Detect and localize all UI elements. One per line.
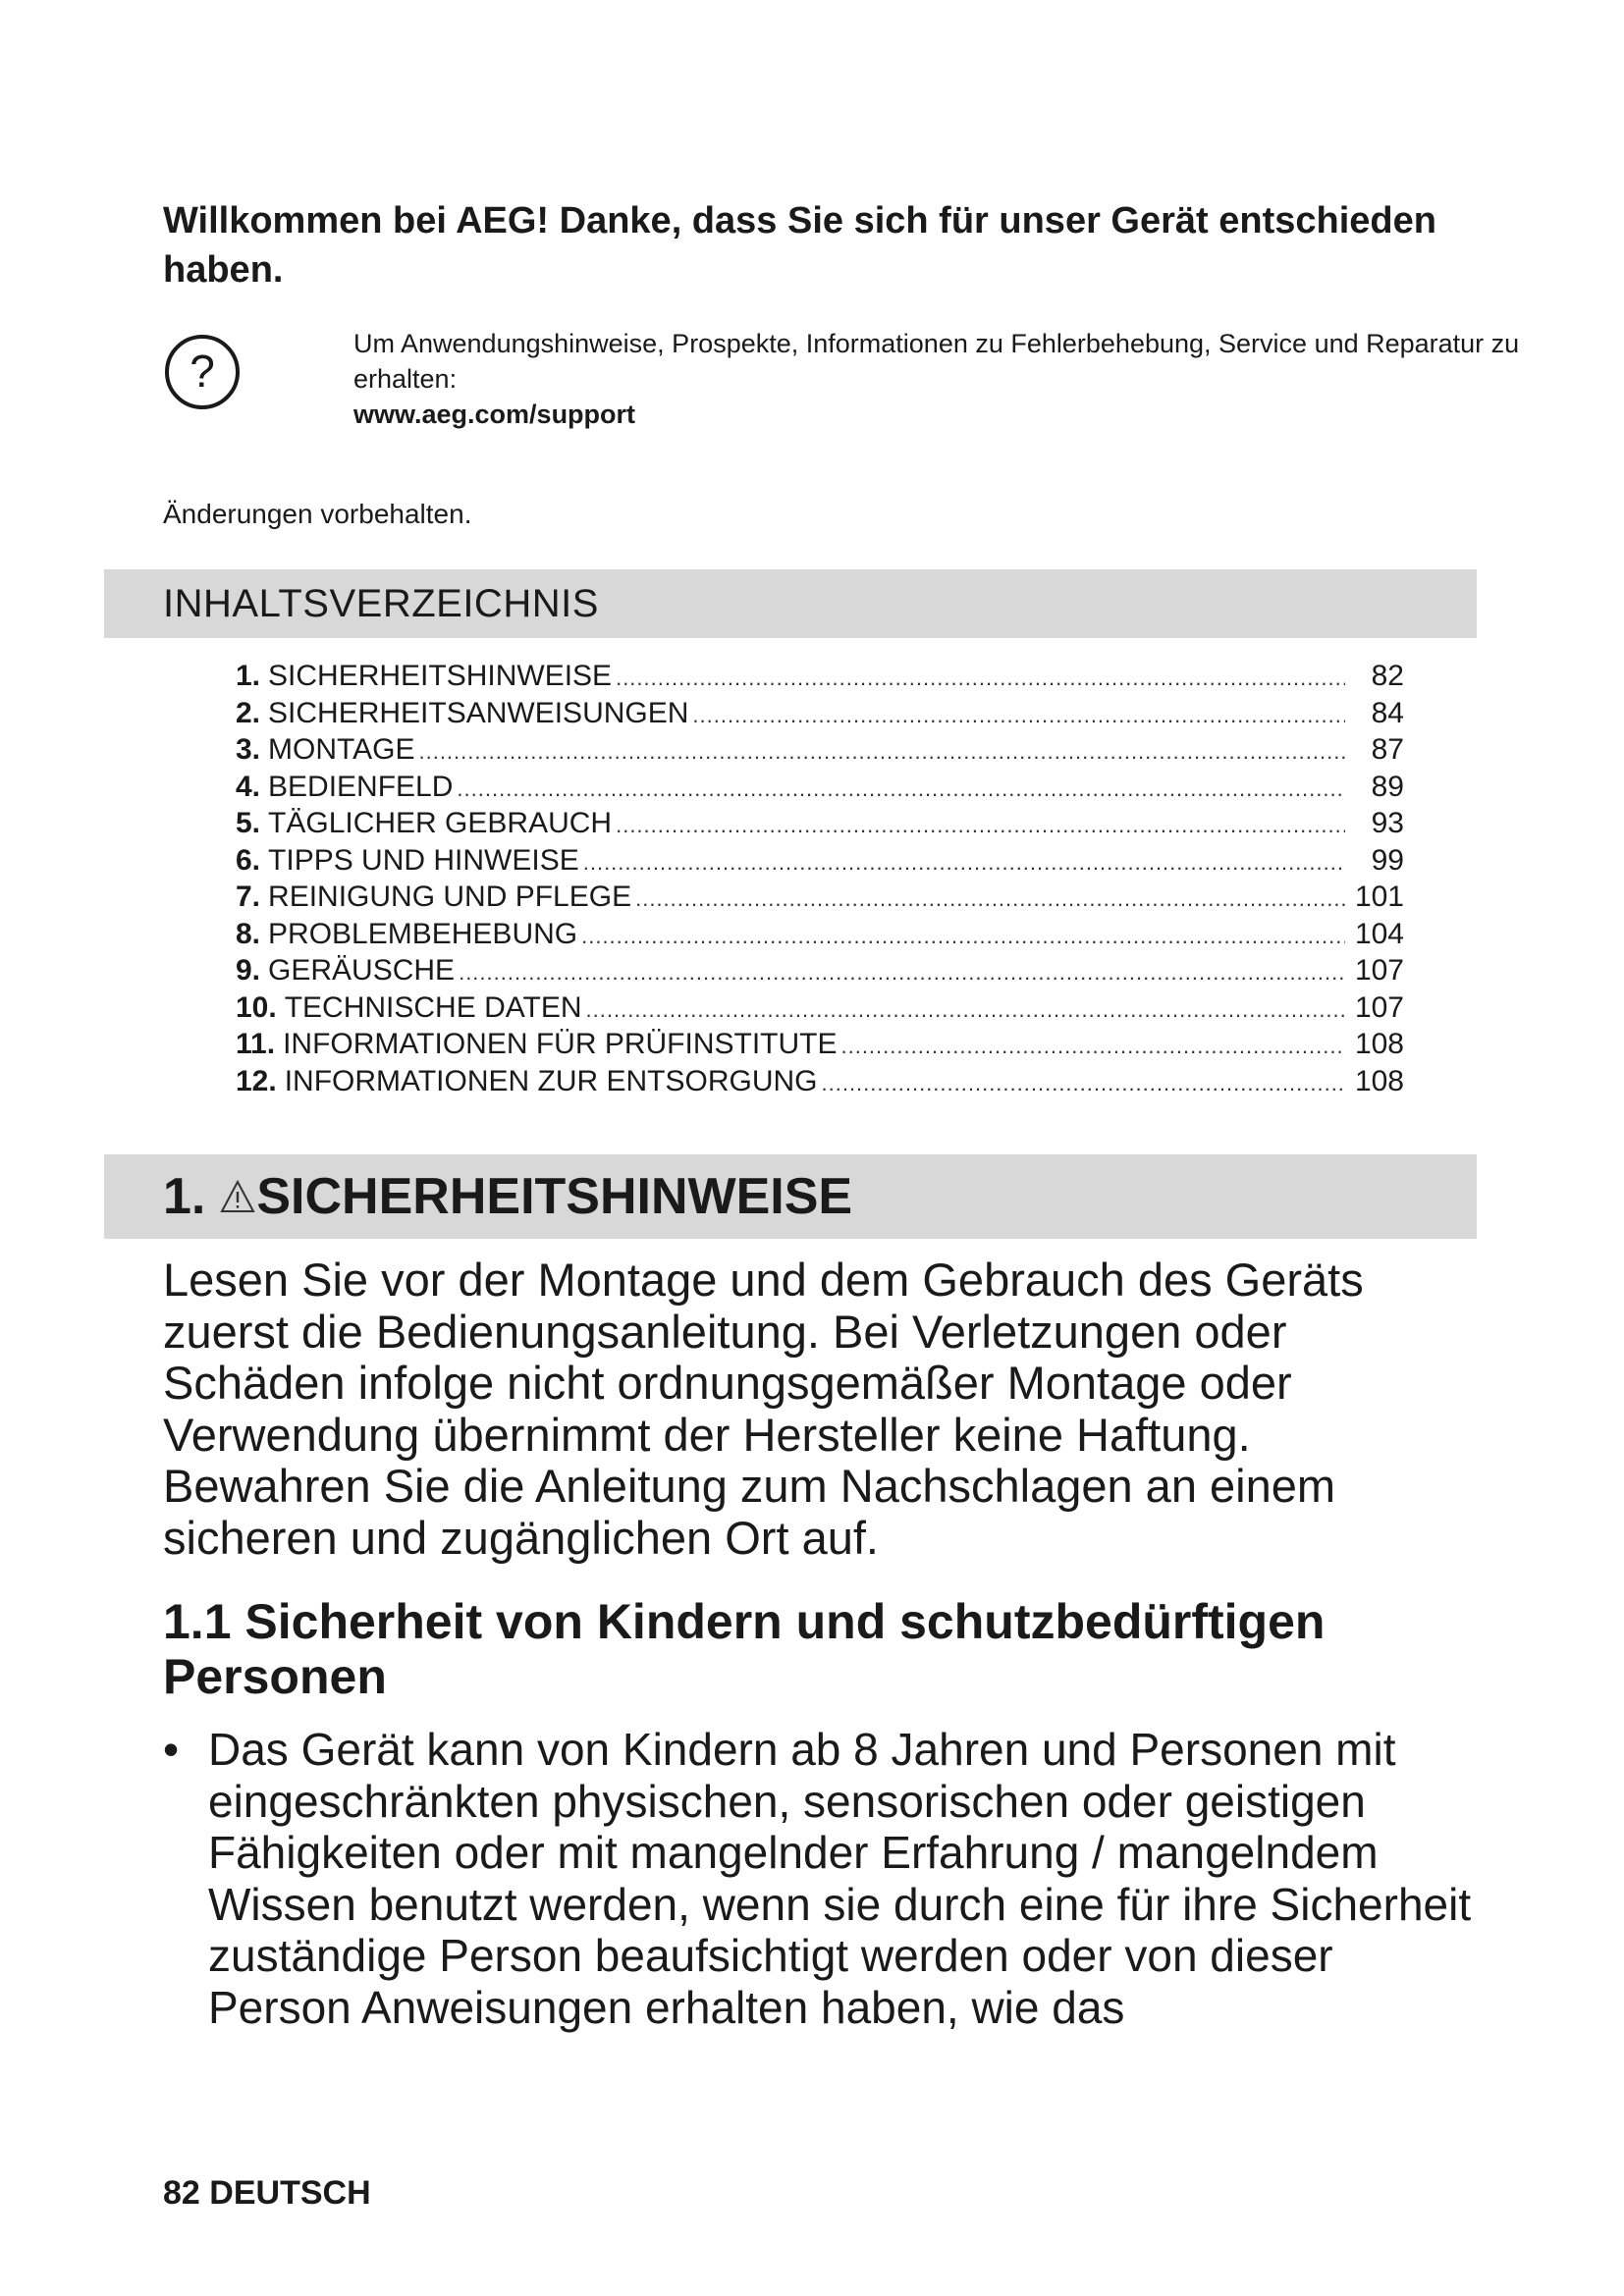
toc-item[interactable]: 10. TECHNISCHE DATEN ..... 107 xyxy=(236,989,1404,1027)
toc-item[interactable]: 5. TÄGLICHER GEBRAUCH ..... 93 xyxy=(236,805,1404,842)
page-footer xyxy=(163,2173,371,2213)
toc-item[interactable]: 7. REINIGUNG UND PFLEGE ..... 101 xyxy=(236,879,1404,916)
table-of-contents xyxy=(236,658,1404,1099)
question-circle-icon xyxy=(163,333,242,411)
warning-triangle-icon xyxy=(219,1179,256,1214)
support-link[interactable]: www.aeg.com/support xyxy=(353,400,636,429)
toc-item[interactable]: 2. SICHERHEITSANWEISUNGEN ..... 84 xyxy=(236,695,1404,732)
toc-item[interactable]: 1. SICHERHEITSHINWEISE ..... 82 xyxy=(236,658,1404,695)
section-intro: Lesen Sie vor der Montage und dem Gebrauch des Geräts zuerst die Bedienungsanleitung. Bei Verletzungen oder Schäden infolge nicht ordnungsgemäßer Montage oder Verwendung übernimmt der Hersteller keine Haftung. Bewahren Sie die Anleitung zum Nachschlagen an einem sicheren und zugänglichen Ort auf. xyxy=(163,1254,1364,1564)
toc-item[interactable]: 3. MONTAGE ..... 87 xyxy=(236,731,1404,769)
svg-text:?: ? xyxy=(189,346,215,397)
toc-item[interactable]: 11. INFORMATIONEN FÜR PRÜFINSTITUTE ..... 108 xyxy=(236,1026,1404,1063)
toc-item[interactable]: 6. TIPPS UND HINWEISE ..... 99 xyxy=(236,842,1404,880)
section-title-text: SICHERHEITSHINWEISE xyxy=(256,1168,853,1225)
subsection-title: 1.1 Sicherheit von Kindern und schutzbedürftigen Personen xyxy=(163,1594,1326,1704)
toc-item[interactable]: 8. PROBLEMBEHEBUNG ..... 104 xyxy=(236,916,1404,953)
changes-note: Änderungen vorbehalten. xyxy=(163,499,472,529)
list-item-text: Das Gerät kann von Kindern ab 8 Jahren und Personen mit eingeschränkten physischen, sensorischen oder geistigen Fähigkeiten oder mit mangelnder Erfahrung / mangelndem Wissen benutzt werden, wenn sie durch eine für ihre Sicherheit zuständige Person beaufsichtigt werden oder von dieser Person Anweisungen erhalten haben, wie das xyxy=(208,1724,1472,2033)
toc-item[interactable]: 4. BEDIENFELD ..... 89 xyxy=(236,769,1404,806)
list-item xyxy=(163,1724,1479,2033)
welcome-heading: Willkommen bei AEG! Danke, dass Sie sich für unser Gerät entschieden haben. xyxy=(163,200,1436,291)
toc-header-bar xyxy=(104,569,1477,638)
section-number: 1. xyxy=(163,1168,206,1225)
bullet-mark: • xyxy=(163,1724,180,1775)
footer-language: DEUTSCH xyxy=(209,2174,371,2212)
support-info xyxy=(353,326,1532,432)
toc-item[interactable]: 9. GERÄUSCHE ..... 107 xyxy=(236,952,1404,989)
toc-title: INHALTSVERZEICHNIS xyxy=(163,582,599,625)
section-header-bar xyxy=(104,1154,1477,1239)
section-title xyxy=(163,1168,852,1225)
toc-item[interactable]: 12. INFORMATIONEN ZUR ENTSORGUNG ..... 108 xyxy=(236,1063,1404,1100)
page-number: 82 xyxy=(163,2174,200,2212)
support-text: Um Anwendungshinweise, Prospekte, Informationen zu Fehlerbehebung, Service und Reparatur zu erhalten: xyxy=(353,329,1520,394)
